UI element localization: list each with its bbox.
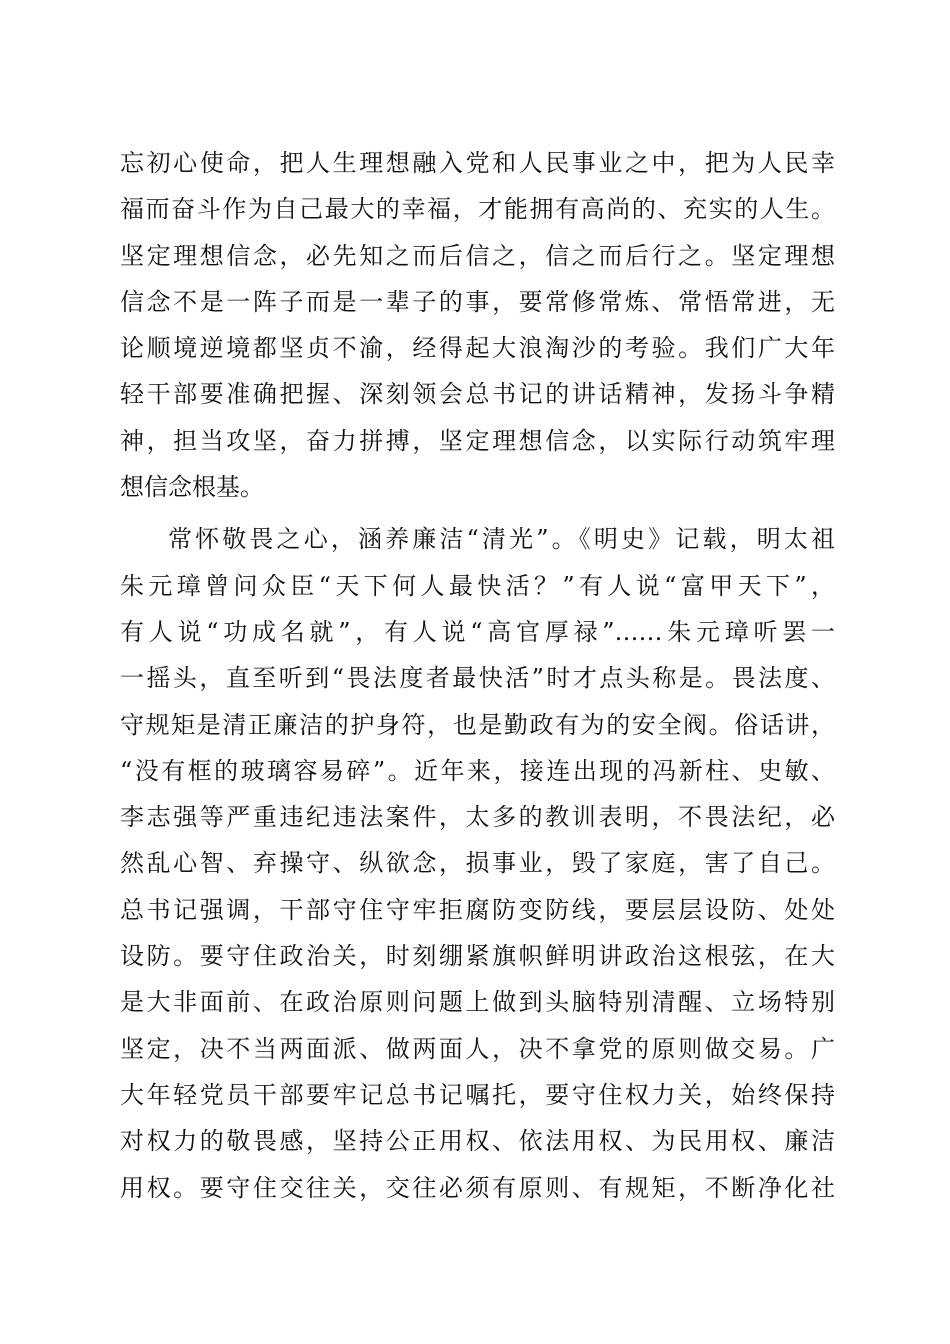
text-line: 朱元璋曾问众臣“天下何人最快活？”有人说“富甲天下”， bbox=[120, 571, 835, 600]
text-line: 对权力的敬畏感，坚持公正用权、依法用权、为民用权、廉洁 bbox=[120, 1127, 835, 1156]
text-line: 坚定理想信念，必先知之而后信之，信之而后行之。坚定理想 bbox=[120, 241, 835, 270]
text-line: 大年轻党员干部要牢记总书记嘱托，要守住权力关，始终保持 bbox=[120, 1080, 835, 1109]
text-line: 想信念根基。 bbox=[120, 473, 264, 502]
text-line: 有人说“功成名就”，有人说“高官厚禄”……朱元璋听罢一 bbox=[120, 617, 835, 646]
text-line: 信念不是一阵子而是一辈子的事，要常修常炼、常悟常进，无 bbox=[120, 287, 835, 316]
paragraph-2 bbox=[120, 516, 835, 1210]
text-line: 总书记强调，干部守住守牢拒腐防变防线，要层层设防、处处 bbox=[120, 895, 835, 924]
text-line: 忘初心使命，把人生理想融入党和人民事业之中，把为人民幸 bbox=[120, 149, 835, 177]
text-line: 李志强等严重违纪违法案件，太多的教训表明，不畏法纪，必 bbox=[120, 803, 835, 832]
text-line: 设防。要守住政治关，时刻绷紧旗帜鲜明讲政治这根弦，在大 bbox=[120, 942, 835, 971]
text-line: 轻干部要准确把握、深刻领会总书记的讲话精神，发扬斗争精 bbox=[120, 380, 835, 409]
text-line: 坚定，决不当两面派、做两面人，决不拿党的原则做交易。广 bbox=[120, 1034, 835, 1063]
text-line: 是大非面前、在政治原则问题上做到头脑特别清醒、立场特别 bbox=[120, 988, 835, 1017]
body-text bbox=[120, 140, 835, 1211]
text-line: 守规矩是清正廉洁的护身符，也是勤政有为的安全阀。俗话讲， bbox=[120, 710, 835, 739]
paragraph-1 bbox=[120, 140, 835, 510]
text-line: 福而奋斗作为自己最大的幸福，才能拥有高尚的、充实的人生。 bbox=[120, 195, 835, 224]
text-line: 论顺境逆境都坚贞不渝，经得起大浪淘沙的考验。我们广大年 bbox=[120, 334, 835, 363]
text-line: “没有框的玻璃容易碎”。近年来，接连出现的冯新柱、史敏、 bbox=[120, 756, 835, 785]
text-line: 神，担当攻坚，奋力拼搏，坚定理想信念，以实际行动筑牢理 bbox=[120, 426, 835, 455]
text-line: 用权。要守住交往关，交往必须有原则、有规矩，不断净化社 bbox=[120, 1173, 835, 1202]
text-line: 然乱心智、弃操守、纵欲念，损事业，毁了家庭，害了自己。 bbox=[120, 849, 835, 878]
text-line: 一摇头，直至听到“畏法度者最快活”时才点头称是。畏法度、 bbox=[120, 664, 835, 693]
text-line: 常怀敬畏之心，涵养廉洁“清光”。《明史》记载，明太祖 bbox=[168, 525, 835, 554]
